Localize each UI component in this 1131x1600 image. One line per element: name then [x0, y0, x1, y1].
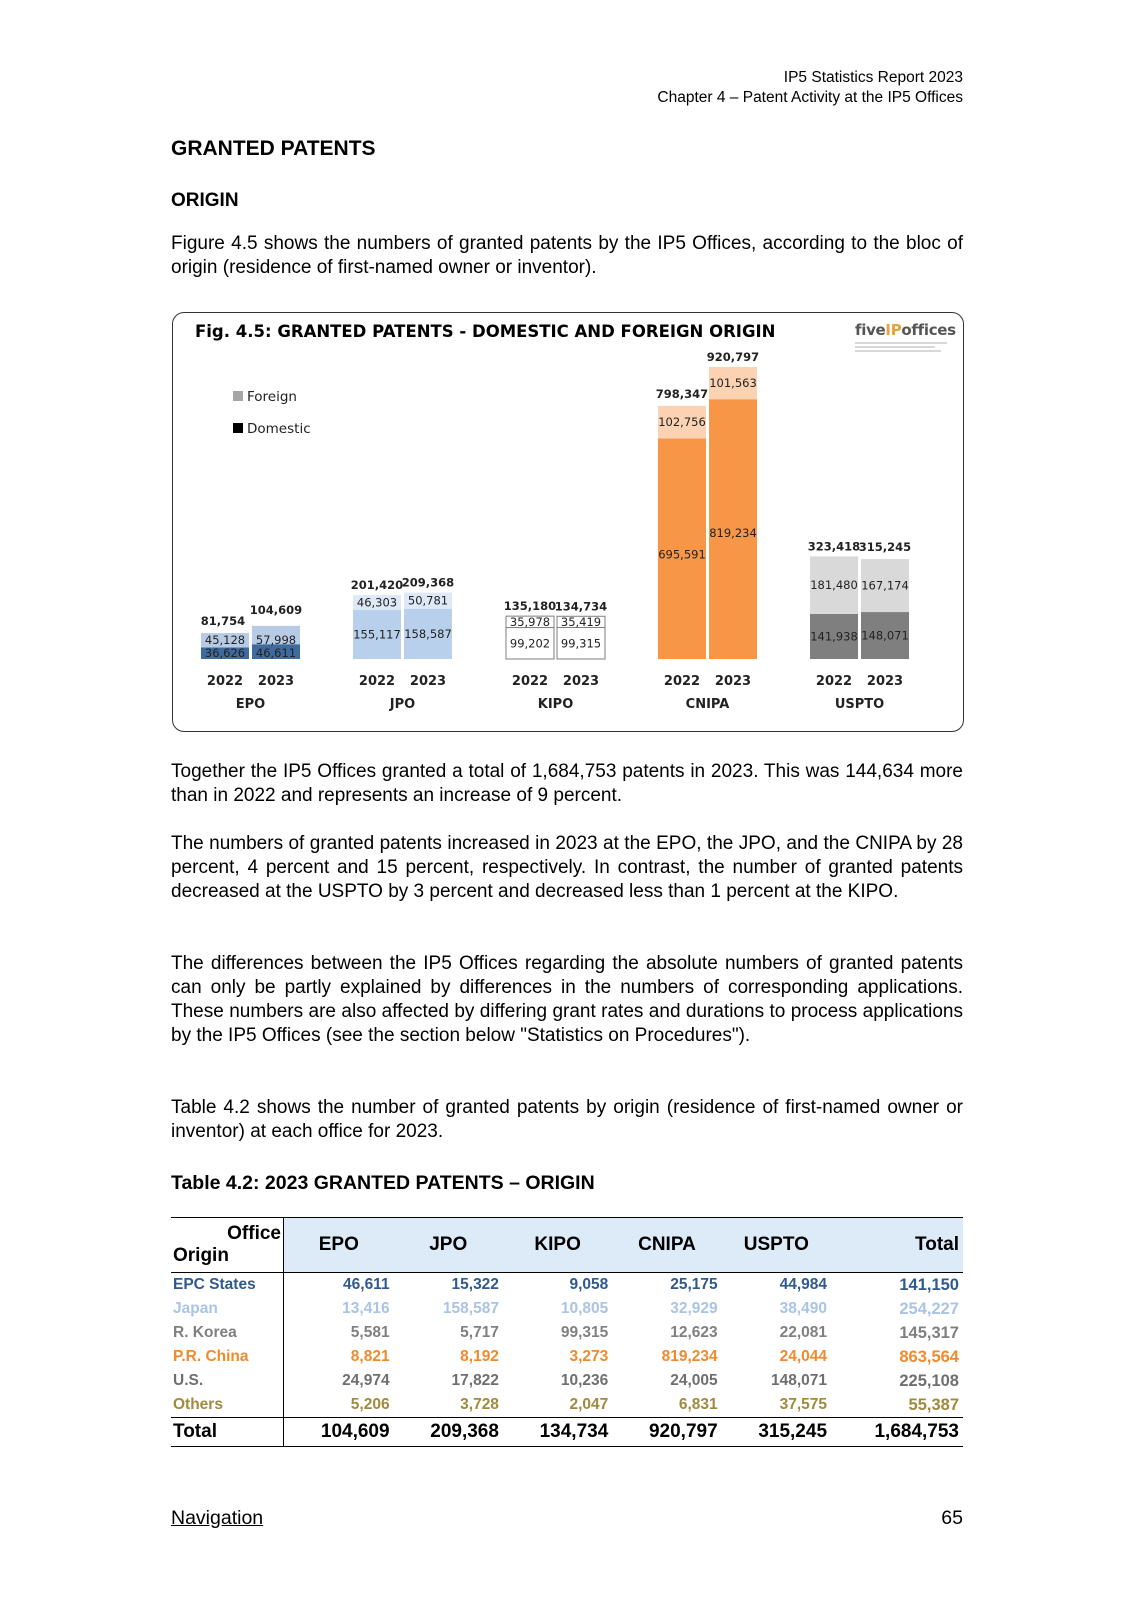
total-cell: 104,609 — [284, 1418, 394, 1447]
table-cell: 254,227 — [899, 1299, 959, 1318]
table-cell: 15,322 — [451, 1276, 499, 1293]
office-label: JPO — [389, 697, 416, 712]
table-cell: 37,575 — [779, 1396, 828, 1413]
column-header: Total — [831, 1218, 963, 1273]
total-cell: 134,734 — [503, 1418, 612, 1447]
table-cell: 9,058 — [569, 1276, 609, 1293]
table-cell: 5,206 — [350, 1396, 390, 1413]
row-origin-label: EPC States — [171, 1273, 284, 1298]
data-label-total: 920,797 — [706, 350, 760, 364]
table-row — [171, 1393, 963, 1418]
navigation-link[interactable]: Navigation — [171, 1507, 264, 1529]
office-label: USPTO — [834, 697, 885, 712]
table-cell: 158,587 — [442, 1300, 499, 1317]
data-label-foreign: 102,756 — [658, 415, 706, 430]
x-tick-label: 2023 — [409, 674, 447, 689]
data-label-domestic: 155,117 — [353, 627, 401, 642]
x-tick-label: 2023 — [257, 674, 295, 689]
table-cell: 3,728 — [460, 1396, 499, 1413]
total-label: Total — [171, 1418, 284, 1447]
table-cell: 5,581 — [350, 1324, 390, 1341]
data-label-domestic: 99,202 — [509, 636, 551, 651]
x-tick-label: 2022 — [206, 674, 244, 689]
table-cell: 148,071 — [770, 1372, 828, 1389]
table-cell: 17,822 — [451, 1372, 499, 1389]
table-cell: 55,387 — [908, 1395, 959, 1414]
data-label-foreign: 46,303 — [356, 595, 398, 610]
table-cell: 5,717 — [460, 1324, 499, 1341]
row-origin-label: P.R. China — [171, 1345, 284, 1369]
table-cell: 44,984 — [779, 1276, 828, 1293]
office-label: KIPO — [537, 697, 574, 712]
table-cell: 10,236 — [560, 1372, 609, 1389]
legend-label-foreign: Foreign — [247, 389, 297, 405]
office-label: CNIPA — [685, 697, 730, 712]
column-header: CNIPA — [612, 1218, 721, 1273]
column-header: USPTO — [722, 1218, 831, 1273]
data-label-domestic: 46,611 — [255, 646, 297, 660]
x-tick-label: 2022 — [358, 674, 396, 689]
paragraph-increase: The numbers of granted patents increased in 2023 at the EPO, the JPO, and the CNIPA by 28 percent, 4 percent and 15 percent, respectively. In contrast, the number of granted patents decreased at the USPTO by 3 percent and decreased less than 1 percent at the KIPO. — [171, 833, 963, 902]
table-cell: 24,044 — [779, 1348, 828, 1365]
chapter-title: Chapter 4 – Patent Activity at the IP5 Offices — [657, 89, 963, 106]
x-tick-label: 2022 — [511, 674, 549, 689]
total-cell: 209,368 — [394, 1418, 503, 1447]
table-cell: 8,821 — [350, 1348, 390, 1365]
legend-item-domestic — [233, 421, 311, 437]
data-label-domestic: 158,587 — [404, 626, 452, 641]
data-label-total: 134,734 — [554, 599, 608, 614]
data-label-domestic: 99,315 — [560, 636, 602, 651]
data-label-total: 798,347 — [655, 386, 709, 401]
table-row — [171, 1297, 963, 1321]
table-cell: 99,315 — [560, 1324, 609, 1341]
table-cell: 819,234 — [661, 1348, 718, 1365]
table-row — [171, 1273, 963, 1298]
origin-table — [171, 1217, 963, 1447]
table-cell: 8,192 — [460, 1348, 499, 1365]
row-origin-label: Others — [171, 1393, 284, 1418]
row-origin-label: Japan — [171, 1297, 284, 1321]
table-cell: 6,831 — [678, 1396, 718, 1413]
data-label-foreign: 45,128 — [204, 633, 246, 647]
table-row — [171, 1369, 963, 1393]
foreign-swatch — [233, 391, 243, 401]
x-tick-label: 2023 — [866, 674, 904, 689]
table-cell: 2,047 — [569, 1396, 609, 1413]
table-total-row — [171, 1418, 963, 1447]
row-origin-label: U.S. — [171, 1369, 284, 1393]
data-label-total: 104,609 — [249, 602, 303, 617]
x-tick-label: 2023 — [714, 674, 752, 689]
chart-canvas — [173, 313, 965, 733]
data-label-total: 323,418 — [807, 539, 861, 554]
domestic-swatch — [233, 423, 243, 433]
legend-label-domestic: Domestic — [247, 421, 311, 437]
table-row — [171, 1321, 963, 1345]
table-body — [171, 1273, 963, 1447]
corner-office-label: Office — [227, 1223, 281, 1244]
section-heading: GRANTED PATENTS — [171, 137, 376, 160]
data-label-domestic: 148,071 — [861, 628, 909, 643]
data-label-foreign: 57,998 — [255, 633, 297, 647]
data-label-total: 135,180 — [503, 599, 557, 614]
table-cell: 3,273 — [569, 1348, 609, 1365]
data-label-domestic: 141,938 — [810, 629, 858, 644]
column-header: KIPO — [503, 1218, 612, 1273]
data-label-foreign: 35,419 — [560, 614, 602, 629]
data-label-foreign: 50,781 — [407, 593, 449, 608]
table-cell: 141,150 — [899, 1275, 959, 1294]
table-cell: 145,317 — [899, 1323, 959, 1342]
x-tick-label: 2023 — [562, 674, 600, 689]
data-label-total: 209,368 — [401, 575, 455, 590]
table-cell: 863,564 — [899, 1347, 959, 1366]
table-cell: 22,081 — [779, 1324, 828, 1341]
data-label-domestic: 695,591 — [658, 547, 706, 562]
column-header: EPO — [284, 1218, 394, 1273]
table-cell: 38,490 — [779, 1300, 828, 1317]
chart-title: Fig. 4.5: GRANTED PATENTS - DOMESTIC AND FOREIGN ORIGIN — [195, 322, 776, 341]
data-label-foreign: 35,978 — [509, 614, 551, 629]
column-header: JPO — [394, 1218, 503, 1273]
paragraph-table-intro: Table 4.2 shows the number of granted patents by origin (residence of first-named owner or inventor) at each office for 2023. — [171, 1097, 963, 1142]
data-label-total: 81,754 — [200, 614, 246, 629]
data-label-foreign: 101,563 — [709, 376, 757, 391]
legend-item-foreign — [233, 389, 297, 405]
logo-text: fiveIPoffices — [855, 321, 956, 339]
fiveipoffices-logo — [855, 321, 955, 361]
subsection-heading: ORIGIN — [171, 190, 239, 211]
data-label-total: 315,245 — [858, 540, 912, 555]
table-row — [171, 1345, 963, 1369]
table-cell: 32,929 — [670, 1300, 718, 1317]
table-cell: 12,623 — [670, 1324, 718, 1341]
data-label-foreign: 181,480 — [810, 578, 858, 593]
granted-patents-chart — [172, 312, 964, 732]
corner-origin-label: Origin — [173, 1245, 229, 1266]
table-cell: 225,108 — [899, 1371, 959, 1390]
data-label-domestic: 819,234 — [709, 526, 757, 541]
running-header — [657, 68, 963, 108]
table-header-row — [171, 1218, 963, 1273]
office-label: EPO — [235, 697, 266, 712]
page-number: 65 — [941, 1507, 963, 1529]
table-cell: 46,611 — [343, 1276, 390, 1293]
table-cell: 24,005 — [670, 1372, 718, 1389]
data-label-total: 201,420 — [350, 578, 404, 593]
table-cell: 25,175 — [670, 1276, 718, 1293]
table-cell: 10,805 — [560, 1300, 609, 1317]
paragraph-total: Together the IP5 Offices granted a total of 1,684,753 patents in 2023. This was 144,634 more than in 2022 and represents an increase of 9 percent. — [171, 761, 963, 806]
total-cell: 315,245 — [722, 1418, 831, 1447]
table-cell: 13,416 — [342, 1300, 390, 1317]
table-cell: 24,974 — [342, 1372, 390, 1389]
table-title: Table 4.2: 2023 GRANTED PATENTS – ORIGIN — [171, 1172, 595, 1194]
table-corner — [171, 1218, 284, 1273]
x-tick-label: 2022 — [815, 674, 853, 689]
total-cell: 920,797 — [612, 1418, 721, 1447]
intro-paragraph: Figure 4.5 shows the numbers of granted patents by the IP5 Offices, according to the bloc of origin (residence of first-named owner or inventor). — [171, 233, 963, 278]
data-label-domestic: 36,626 — [204, 646, 246, 660]
paragraph-differences: The differences between the IP5 Offices regarding the absolute numbers of granted patents can only be partly explained by differences in the numbers of corresponding applications. These numbers are also affected by differing grant rates and durations to process applications by the IP5 Offices (see the section below "Statistics on Procedures"). — [171, 953, 963, 1046]
row-origin-label: R. Korea — [171, 1321, 284, 1345]
data-label-foreign: 167,174 — [861, 578, 909, 593]
report-title: IP5 Statistics Report 2023 — [783, 69, 963, 86]
total-cell: 1,684,753 — [831, 1418, 963, 1447]
x-tick-label: 2022 — [663, 674, 701, 689]
